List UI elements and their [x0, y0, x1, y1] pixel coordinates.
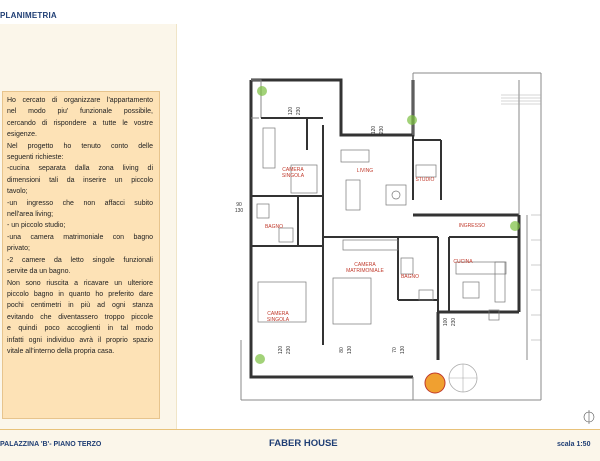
header-bar	[0, 0, 600, 25]
dimension-label: 130	[234, 208, 244, 214]
dimension-label: 130	[400, 345, 406, 355]
room-label-camera-matrimoniale-2: MATRIMONIALE	[346, 268, 384, 274]
room-label-camera-singola-top: CAMERA	[282, 167, 304, 173]
description-line: servite da un bagno.	[7, 268, 71, 276]
description-line: -una camera matrimoniale con bagno	[7, 233, 153, 241]
dimension-label: 230	[296, 106, 302, 116]
room-label-camera-singola-top-2: SINGOLA	[281, 173, 305, 179]
room-label-bagno-mid: BAGNO	[400, 274, 420, 280]
description-line: dimensioni tali da inserire un piccolo	[7, 176, 153, 184]
floor-plan-panel	[176, 24, 600, 429]
description-line: Non sono riuscita a ricavare un ulteriore	[7, 279, 153, 287]
description-line: esigenze.	[7, 131, 37, 139]
description-line: -un ingresso che non affacci subito	[7, 199, 153, 207]
description-line: piccolo bagno in quanto ho preferito dare	[7, 290, 153, 298]
description-line: pochi centimetri in più ad ogni stanza	[7, 302, 153, 310]
description-line: -cucina separata dalla zona living di	[7, 165, 153, 173]
left-panel	[0, 24, 176, 429]
room-label-camera-singola-bottom: CAMERA	[267, 311, 289, 317]
room-label-ingresso: INGRESSO	[458, 223, 486, 229]
dimension-label: 90	[236, 202, 242, 208]
room-label-cucina: CUCINA	[453, 259, 473, 265]
dimension-label: 230	[286, 345, 292, 355]
footer-bar	[0, 429, 600, 461]
railing-hatch	[501, 95, 541, 340]
dimension-label: 70	[392, 347, 398, 353]
description-line: seguenti richieste:	[7, 154, 64, 162]
footer-brand: FABER HOUSE	[269, 438, 338, 449]
description-line: -2 camere da letto singole funzionali	[7, 256, 153, 264]
description-line: - un piccolo studio;	[7, 222, 66, 230]
description-line: Ho cercato di organizzare l'appartamento	[7, 97, 153, 104]
dimension-label: 100	[443, 317, 449, 327]
footer-scale: scala 1:50	[557, 441, 591, 448]
room-label-camera-matrimoniale: CAMERA	[354, 262, 376, 268]
dimension-label: 230	[451, 317, 457, 327]
dimension-label: 80	[339, 347, 345, 353]
description-line: evitando che diventassero troppo piccole	[7, 313, 153, 321]
room-label-camera-singola-bottom-2: SINGOLA	[266, 317, 290, 323]
room-label-studio: STUDIO	[415, 177, 435, 183]
footer-building-label: PALAZZINA 'B'- PIANO TERZO	[0, 441, 102, 448]
description-line: infatti ogni individuo avrà il proprio spazio	[7, 336, 153, 344]
terrace-decor	[255, 86, 520, 393]
dimension-label: 230	[379, 125, 385, 135]
page-title: PLANIMETRIA	[0, 11, 57, 20]
dimension-label: 120	[371, 125, 377, 135]
description-box	[2, 91, 160, 419]
room-label-living: LIVING	[356, 168, 374, 174]
north-arrow-icon	[584, 410, 594, 424]
floor-plan	[177, 24, 600, 429]
description-line: nell'area living;	[7, 211, 54, 219]
dimension-label: 120	[288, 106, 294, 116]
description-line: privato;	[7, 245, 30, 253]
description-line: vitale all'interno della propria casa.	[7, 347, 115, 355]
description-line: tavolo;	[7, 188, 28, 196]
description-line: Nel progetto ho tenuto conto delle	[7, 142, 153, 150]
room-label-bagno-left: BAGNO	[264, 224, 284, 230]
dimension-label: 130	[347, 345, 353, 355]
description-line: e quindi poco accoglienti in tal modo	[7, 325, 153, 333]
description-line: cercando di rispondere a tutte le vostre	[7, 119, 153, 127]
dimension-label: 120	[278, 345, 284, 355]
description-line: nel modo piu' funzionale possibile,	[7, 108, 153, 116]
